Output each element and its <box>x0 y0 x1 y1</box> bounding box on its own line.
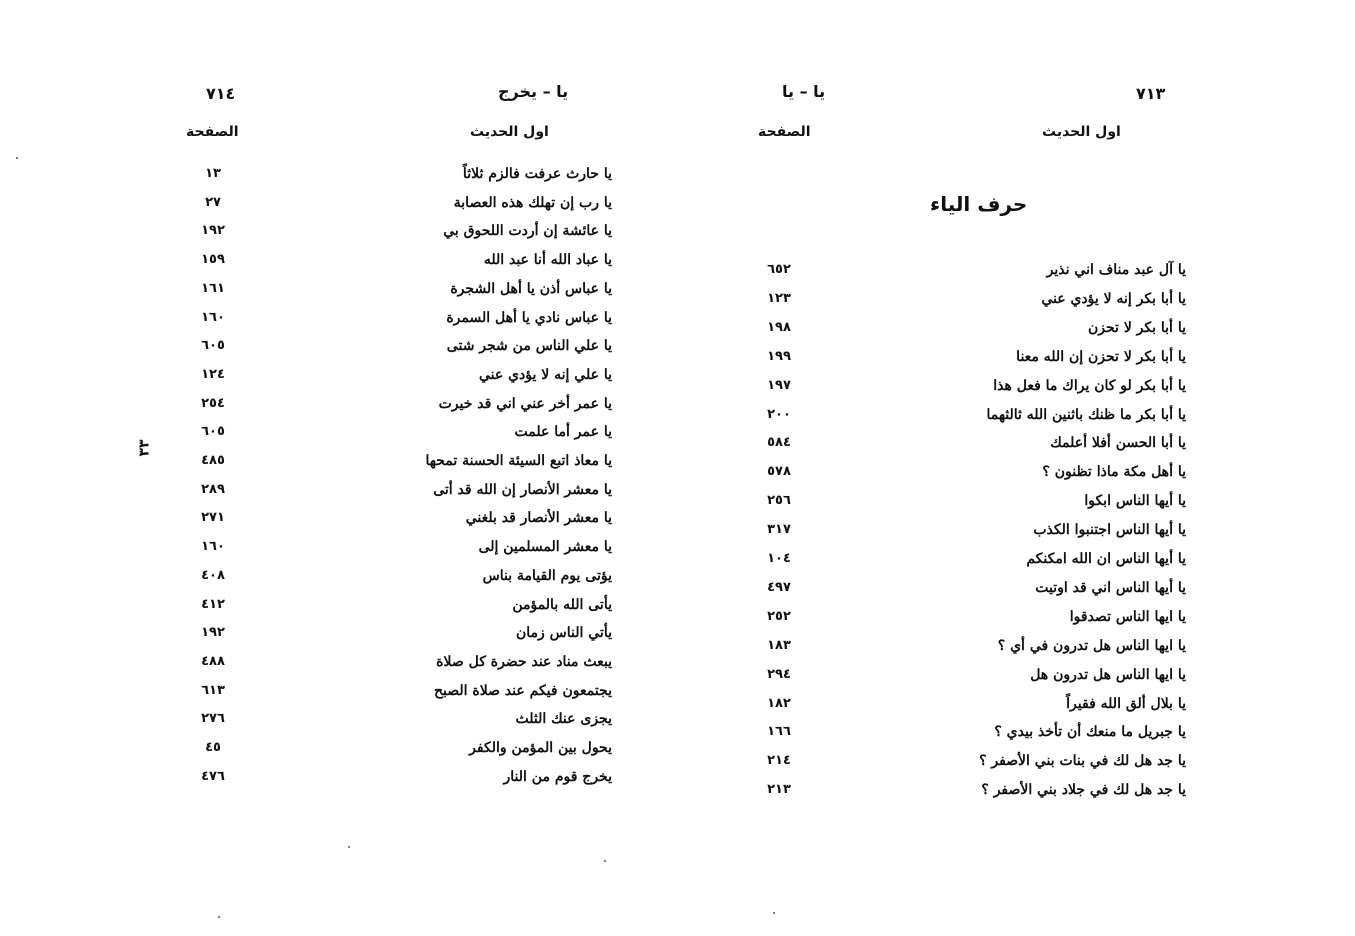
index-entry <box>754 372 1186 400</box>
hadith-opening: يا حارث عرفت فالزم ثلاثاً <box>462 166 612 182</box>
page-reference: ٢٧١ <box>201 510 225 526</box>
page-reference: ٤٩٧ <box>767 579 791 595</box>
page-reference: ٢١٣ <box>767 782 791 798</box>
page-reference: ٢١٤ <box>767 753 791 769</box>
page-reference: ١٩٨ <box>767 319 791 335</box>
page-reference: ١٦٠ <box>201 309 225 325</box>
hadith-opening: يا أبا بكر إنه لا يؤدي عني <box>1041 290 1186 307</box>
hadith-opening: يا آل عبد مناف اني نذير <box>1046 262 1186 278</box>
index-entry <box>754 718 1186 746</box>
running-head: يا – يخرج <box>498 82 569 101</box>
page-reference: ٥٧٨ <box>767 464 791 480</box>
page-reference: ١٨٢ <box>767 695 791 711</box>
hadith-opening: يا أيها الناس ابكوا <box>1084 493 1186 510</box>
hadith-opening: يا عباد الله أنا عبد الله <box>483 252 612 269</box>
page-reference: ١٦٠ <box>201 539 225 555</box>
index-entry <box>754 256 1186 284</box>
page-reference: ٢٥٦ <box>767 493 791 509</box>
hadith-opening: يا ايها الناس تصدقوا <box>1069 608 1186 625</box>
index-entry <box>180 217 612 245</box>
index-entry <box>180 591 612 619</box>
page-reference: ١٦١ <box>201 280 225 296</box>
index-entry <box>754 661 1186 689</box>
page-reference: ٤١٢ <box>201 596 225 612</box>
hadith-opening: يا بلال ألق الله فقيراً <box>1066 695 1186 712</box>
index-entry <box>180 418 612 446</box>
index-entry <box>180 763 612 791</box>
margin-mark: ٣٣ <box>136 439 153 457</box>
page-reference: ٤٠٨ <box>201 567 225 583</box>
index-entry <box>754 401 1186 429</box>
hadith-opening: يا أيها الناس اني قد اوتيت <box>1035 579 1186 596</box>
hadith-opening: يأتي الناس زمان <box>515 625 612 642</box>
page-reference: ٢٥٤ <box>201 395 225 411</box>
page-reference: ٦١٣ <box>201 682 225 698</box>
page-reference: ١٩٢ <box>201 625 225 641</box>
index-entry <box>180 504 612 532</box>
hadith-opening: يا رب إن تهلك هذه العصابة <box>453 194 612 211</box>
index-entry <box>754 747 1186 775</box>
index-entry <box>180 390 612 418</box>
index-entry <box>180 275 612 303</box>
index-entry <box>754 429 1186 457</box>
index-entry <box>754 603 1186 631</box>
hadith-opening: يا عائشة إن أردت اللحوق بي <box>443 223 612 240</box>
hadith-opening: يؤتى يوم القيامة بناس <box>482 567 612 584</box>
page-reference: ١٥٩ <box>201 252 225 268</box>
column-header-hadith: اول الحديث <box>470 124 549 140</box>
page-reference: ٦٥٢ <box>767 262 791 277</box>
column-header-page: الصفحة <box>186 124 239 140</box>
page-reference: ٤٥ <box>205 740 221 755</box>
index-entry <box>180 705 612 733</box>
hadith-opening: يا أبا بكر لا تحزن إن الله معنا <box>1016 348 1186 365</box>
page-reference: ١٩٩ <box>767 348 791 364</box>
index-entry <box>754 574 1186 602</box>
page-reference: ٤٨٨ <box>201 653 225 669</box>
index-entry <box>180 533 612 561</box>
page-reference: ٢٥٢ <box>767 608 791 624</box>
hadith-opening: يا عباس نادي يا أهل السمرة <box>446 309 612 326</box>
index-entry <box>180 160 612 188</box>
page-reference: ٥٨٤ <box>767 435 791 451</box>
index-entry <box>180 304 612 332</box>
page-reference: ١٦٦ <box>767 724 791 740</box>
index-entry <box>754 632 1186 660</box>
index-entry <box>180 619 612 647</box>
page-reference: ٢٧ <box>205 194 221 210</box>
hadith-opening: يخرج قوم من النار <box>503 768 612 785</box>
hadith-opening: يا عمر أخر عني اني قد خيرت <box>438 395 612 412</box>
hadith-opening: يا معشر الأنصار قد بلغني <box>465 510 612 527</box>
index-entry <box>180 361 612 389</box>
hadith-opening: يا معشر المسلمين إلى <box>478 539 612 556</box>
page-reference: ١٢٣ <box>767 290 791 306</box>
page-number: ٧١٣ <box>1136 84 1166 103</box>
index-entry <box>180 476 612 504</box>
hadith-opening: يا أيها الناس اجتنبوا الكذب <box>1033 522 1186 539</box>
page-reference: ٢٧٦ <box>201 711 225 727</box>
index-entry <box>754 690 1186 718</box>
index-entry <box>180 677 612 705</box>
hadith-opening: يا أيها الناس ان الله امكنكم <box>1026 551 1186 567</box>
right-page <box>678 0 1355 936</box>
page-reference: ١٣ <box>205 166 221 181</box>
page-reference: ١٨٣ <box>767 637 791 653</box>
hadith-opening: يا علي الناس من شجر شتى <box>446 338 612 355</box>
index-entry <box>180 734 612 762</box>
page-reference: ٤٨٥ <box>201 453 225 468</box>
hadith-opening: يا أبا الحسن أفلا أعلمك <box>1050 435 1186 452</box>
hadith-opening: يا علي إنه لا يؤدي عني <box>478 366 612 383</box>
index-entry <box>180 648 612 676</box>
scan-speck <box>218 916 220 918</box>
index-entry <box>754 343 1186 371</box>
index-entry <box>180 332 612 360</box>
index-entry <box>180 447 612 475</box>
hadith-opening: يحول بين المؤمن والكفر <box>469 740 612 756</box>
index-entry <box>754 314 1186 342</box>
scan-speck <box>773 912 775 914</box>
hadith-opening: يجتمعون فيكم عند صلاة الصبح <box>433 682 612 699</box>
hadith-opening: يبعث مناد عند حضرة كل صلاة <box>436 653 612 670</box>
hadith-opening: يا جبريل ما منعك أن تأخذ بيدي ؟ <box>994 724 1186 741</box>
index-entry <box>180 246 612 274</box>
index-entry <box>754 545 1186 573</box>
hadith-opening: يا معاذ اتبع السيئة الحسنة تمحها <box>425 453 612 469</box>
hadith-opening: يا عباس أذن يا أهل الشجرة <box>450 280 612 297</box>
scan-speck <box>604 860 606 862</box>
page-reference: ١٢٤ <box>201 366 225 382</box>
hadith-opening: يا معشر الأنصار إن الله قد أتى <box>433 481 612 498</box>
page-reference: ٢٨٩ <box>201 481 225 497</box>
section-title: حرف الياء <box>930 192 1028 216</box>
hadith-opening: يا أهل مكة ماذا تظنون ؟ <box>1042 464 1186 481</box>
page-reference: ٢٠٠ <box>767 406 791 422</box>
hadith-opening: يأتى الله بالمؤمن <box>512 596 612 613</box>
column-header-hadith: اول الحديث <box>1042 124 1121 140</box>
scan-speck <box>16 157 18 159</box>
page-reference: ٣١٧ <box>767 522 791 538</box>
hadith-opening: يا عمر أما علمت <box>514 424 612 441</box>
page-reference: ١٠٤ <box>767 551 791 566</box>
hadith-opening: يا جد هل لك في بنات بني الأصفر ؟ <box>979 753 1186 770</box>
hadith-opening: يا ايها الناس هل تدرون هل <box>1030 666 1186 683</box>
column-header-page: الصفحة <box>758 124 811 140</box>
hadith-opening: يا أبا بكر ما ظنك باثنين الله ثالثهما <box>986 406 1186 423</box>
page-reference: ١٩٧ <box>767 377 791 393</box>
page-number: ٧١٤ <box>206 84 236 103</box>
index-entry <box>754 285 1186 313</box>
index-entry <box>754 458 1186 486</box>
index-entry <box>180 189 612 217</box>
hadith-opening: يا أبا بكر لا تحزن <box>1088 319 1186 336</box>
hadith-opening: يجزى عنك الثلث <box>515 711 612 728</box>
page-reference: ٦٠٥ <box>201 338 225 354</box>
page-reference: ٦٠٥ <box>201 424 225 440</box>
hadith-opening: يا جد هل لك في جلاد بني الأصفر ؟ <box>981 782 1186 799</box>
index-entry <box>754 516 1186 544</box>
index-entry <box>180 562 612 590</box>
page-reference: ١٩٢ <box>201 223 225 239</box>
index-entry <box>754 487 1186 515</box>
hadith-opening: يا أبا بكر لو كان يراك ما فعل هذا <box>993 377 1186 394</box>
page-reference: ٢٩٤ <box>767 666 791 682</box>
running-head: يا – يا <box>782 82 826 101</box>
index-entry <box>754 776 1186 804</box>
page-reference: ٤٧٦ <box>201 768 225 784</box>
scan-speck <box>348 846 350 848</box>
hadith-opening: يا ايها الناس هل تدرون في أي ؟ <box>997 637 1186 654</box>
